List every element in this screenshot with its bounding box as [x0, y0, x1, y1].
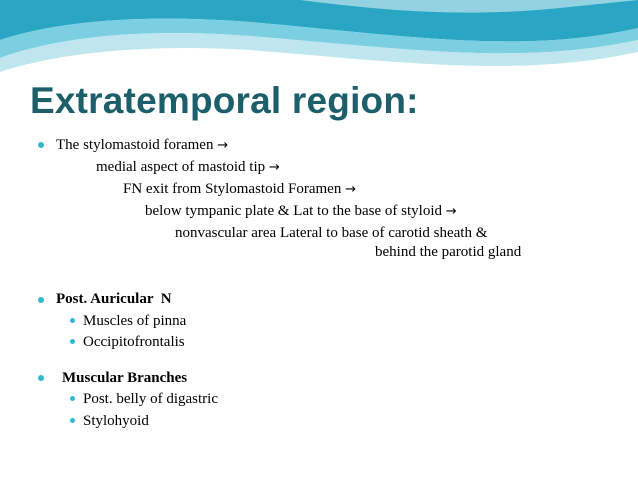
arrow-right-icon: → [268, 160, 280, 175]
course-line-4 [145, 202, 457, 221]
bullet-icon [70, 418, 75, 423]
course-line-5 [175, 224, 487, 242]
arrow-right-icon: → [345, 182, 356, 197]
section-heading-post-auricular: Post. Auricular N [56, 291, 172, 307]
course-line-5-text: nonvascular area Lateral to base of carotid sheath & [175, 225, 488, 241]
bullet-icon [38, 375, 44, 381]
arrow-right-icon: → [445, 204, 457, 219]
course-line-1-text: The stylomastoid foramen [56, 137, 214, 153]
bullet-icon [70, 396, 75, 401]
course-line-3-text: FN exit from Stylomastoid Foramen [123, 181, 342, 197]
list-item: Muscles of pinna [83, 313, 187, 329]
bullet-icon [38, 142, 44, 148]
list-item: Post. belly of digastric [83, 391, 218, 407]
course-line-4-text: below tympanic plate & Lat to the base of styloid [145, 203, 443, 219]
slide-title: Extratemporal region: [30, 80, 419, 121]
course-line-6-text: behind the parotid gland [375, 244, 522, 260]
section-heading-muscular-branches: Muscular Branches [62, 370, 188, 386]
arrow-right-icon: → [217, 138, 229, 153]
list-item: Occipitofrontalis [83, 334, 185, 350]
course-line-1 [56, 136, 228, 155]
header-wave-decoration [0, 0, 638, 90]
course-line-2 [96, 158, 280, 177]
course-line-6 [375, 243, 521, 261]
course-line-3 [123, 180, 356, 199]
list-item: Stylohyoid [83, 413, 149, 429]
course-line-2-text: medial aspect of mastoid tip [96, 159, 266, 175]
bullet-icon [70, 339, 75, 344]
bullet-icon [70, 318, 75, 323]
bullet-icon [38, 297, 44, 303]
